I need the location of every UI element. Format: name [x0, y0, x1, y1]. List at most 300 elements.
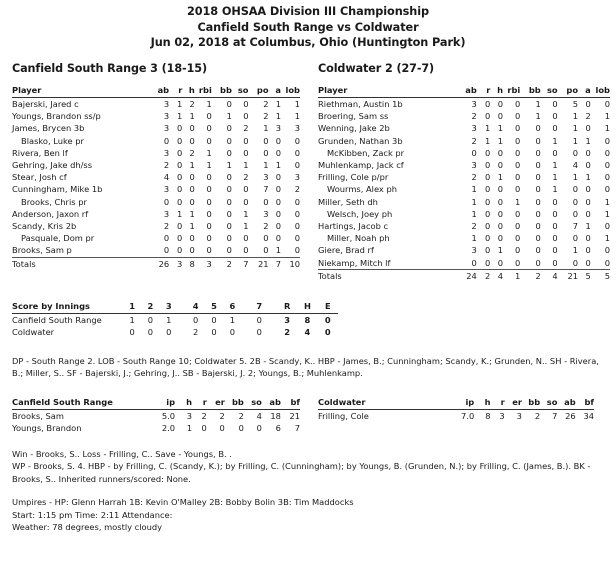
- stat-a: 0: [585, 208, 591, 219]
- stat-so: 1: [243, 221, 249, 232]
- table-row: [318, 244, 610, 256]
- championship-title: 2018 OHSAA Division III Championship: [187, 5, 429, 18]
- stat-h: 0: [497, 184, 504, 195]
- stat-so: 2: [243, 123, 249, 134]
- col-lob: lob: [281, 84, 300, 98]
- stat-r: 0: [485, 233, 491, 244]
- col-r: r: [490, 396, 504, 410]
- stat-ab: 3: [163, 123, 170, 134]
- stat-h: 0: [189, 135, 195, 146]
- stat-lob: 0: [591, 257, 610, 270]
- table-row: [12, 147, 300, 159]
- pstat-ip: 7.0: [461, 411, 475, 422]
- stat-bb: 0: [226, 221, 232, 232]
- stat-bb: 0: [520, 257, 540, 270]
- total-r: 3: [177, 259, 183, 270]
- stat-ab: 3: [471, 123, 477, 134]
- stat-h: 0: [189, 233, 195, 244]
- stat-h: 1: [497, 172, 504, 183]
- stat-bb: 0: [535, 245, 541, 256]
- stat-lob: 1: [604, 233, 610, 244]
- inning-score-6: 0: [229, 327, 235, 338]
- player-name: Miller, Noah ph: [327, 233, 390, 244]
- stat-bb: 0: [226, 147, 232, 158]
- stat-rbi: 0: [206, 233, 212, 244]
- stat-rbi: 0: [206, 111, 212, 122]
- stat-rbi: 0: [515, 160, 521, 170]
- col-bb: bb: [520, 84, 540, 98]
- innings-body: [12, 313, 338, 338]
- total-E: 0: [324, 327, 331, 338]
- stat-rbi: 0: [515, 98, 521, 109]
- innings-gap: [178, 326, 187, 338]
- player-name: Grunden, Nathan 3b: [318, 135, 403, 146]
- total-a: 7: [275, 259, 281, 270]
- pstat-so: 0: [256, 423, 262, 434]
- stat-so: 0: [243, 233, 249, 244]
- total-h: 8: [189, 259, 195, 270]
- stat-r: 0: [485, 160, 491, 170]
- stat-r: 0: [485, 245, 491, 256]
- stat-lob: 0: [294, 160, 300, 170]
- stat-r: 0: [485, 208, 491, 219]
- away-batting-column: [0, 62, 308, 283]
- total-H: 8: [304, 314, 311, 325]
- pitching-section: [0, 396, 616, 435]
- table-header-row: [318, 396, 594, 410]
- stat-rbi: 0: [206, 135, 212, 146]
- table-row: [318, 159, 610, 171]
- game-notes-section: [0, 355, 616, 380]
- stat-bb: 1: [535, 98, 541, 109]
- stat-ab: 4: [163, 172, 170, 183]
- table-row: [12, 232, 300, 244]
- stat-a: 0: [275, 196, 281, 207]
- stat-r: 1: [177, 98, 183, 109]
- player-name: Scandy, Kris 2b: [12, 221, 77, 232]
- player-name: Wourms, Alex ph: [327, 184, 398, 195]
- col-h: h: [490, 84, 503, 98]
- stat-lob: 0: [604, 98, 610, 109]
- stat-bb: 1: [226, 111, 232, 122]
- stat-a: 2: [585, 111, 591, 122]
- game-date-venue: Jun 02, 2018 at Columbus, Ohio (Huntington Park): [150, 36, 466, 50]
- pstat-bf: 21: [289, 411, 300, 422]
- innings-row: [12, 313, 338, 326]
- player-name: Blasko, Luke pr: [21, 135, 84, 146]
- away-pitching-table: [12, 396, 300, 435]
- innings-gap: [242, 326, 251, 338]
- stat-ab: 0: [163, 196, 170, 207]
- stat-lob: 0: [294, 196, 300, 207]
- stat-h: 1: [189, 111, 195, 122]
- win-loss-save-line: Win - Brooks, S.. Loss - Frilling, C.. Save - Youngs, B. .: [12, 448, 232, 459]
- col-ip: ip: [150, 396, 175, 410]
- stat-ab: 1: [471, 233, 477, 244]
- stat-a: 0: [585, 98, 591, 109]
- total-E: 0: [324, 314, 331, 325]
- stat-lob: 2: [294, 184, 300, 195]
- inning-score-3: 0: [166, 327, 172, 338]
- stat-r: 0: [177, 172, 183, 183]
- table-row: [318, 135, 610, 147]
- stat-bb: 0: [226, 123, 232, 134]
- away-team-title: Canfield South Range 3 (18-15): [12, 61, 207, 75]
- stat-ab: 3: [163, 184, 170, 195]
- table-row: [12, 220, 300, 232]
- inning-5: 5: [205, 300, 223, 314]
- col-rbi: rbi: [503, 84, 520, 98]
- total-po: 21: [257, 259, 269, 270]
- player-name: Gehring, Jake dh/ss: [12, 160, 93, 170]
- away-pitching-body: [12, 410, 300, 435]
- stat-a: 3: [275, 123, 281, 134]
- stat-so: 0: [552, 221, 558, 232]
- stat-a: 0: [585, 184, 591, 195]
- stat-bb: 0: [226, 172, 232, 183]
- inning-score-5: 0: [211, 327, 217, 338]
- inning-score-3: 1: [166, 314, 172, 325]
- stat-so: 0: [243, 147, 249, 158]
- stat-rbi: 1: [206, 98, 212, 109]
- stat-ab: 3: [471, 98, 477, 109]
- stat-so: 1: [243, 160, 249, 170]
- inning-score-4: 2: [193, 327, 199, 338]
- stat-r: 0: [485, 221, 491, 232]
- player-name: Broering, Sam ss: [318, 111, 389, 122]
- stat-rbi: 0: [206, 123, 212, 134]
- col-er: er: [505, 396, 522, 410]
- stat-lob: 0: [294, 147, 300, 158]
- total-so: 4: [552, 271, 558, 282]
- stat-r: 1: [485, 123, 491, 134]
- table-row: [318, 196, 610, 208]
- player-name: McKibben, Zack pr: [327, 147, 405, 158]
- away-pitching-column: [0, 396, 308, 435]
- total-ab: 26: [158, 259, 170, 270]
- col-a: a: [269, 84, 281, 98]
- stat-rbi: 0: [206, 196, 212, 207]
- stat-rbi: 0: [515, 172, 521, 183]
- stat-ab: 1: [471, 208, 477, 219]
- stat-a: 1: [275, 160, 281, 170]
- col-r: r: [169, 84, 182, 98]
- total-H: 4: [304, 327, 311, 338]
- stat-rbi: 0: [515, 245, 521, 256]
- col-h: h: [474, 396, 490, 410]
- stat-a: 0: [275, 184, 281, 195]
- stat-so: 1: [552, 184, 558, 195]
- stat-r: 0: [177, 196, 183, 207]
- dp-lob-notes: DP - South Range 2. LOB - South Range 10; Coldwater 5. 2B - Scandy, K.. HBP - James, B.; Cunningham; Scandy, K.; Grunden, N.. SH - Rivera, B.; Miller, S.. SF - Bajerski, J.; Gehring, J.. SB - Bajerski, J. 2; Youngs, B.; Muhlenkamp.: [12, 355, 599, 379]
- stat-a: 0: [275, 135, 281, 146]
- inning-gap-2: [242, 300, 251, 314]
- pstat-bb: 0: [238, 423, 244, 434]
- stat-bb: 0: [212, 244, 232, 257]
- stat-rbi: 0: [206, 208, 212, 219]
- inning-score-2: 0: [147, 327, 154, 338]
- stat-bb: 0: [226, 98, 232, 109]
- col-so: so: [540, 396, 557, 410]
- stat-lob: 1: [604, 208, 610, 219]
- stat-h: 0: [497, 160, 504, 170]
- stat-po: 0: [572, 233, 579, 244]
- stat-h: 0: [497, 196, 504, 207]
- innings-team-name: Canfield South Range: [12, 314, 102, 325]
- home-batting-header: [318, 84, 610, 98]
- col-rbi: rbi: [195, 84, 212, 98]
- table-header-row: [12, 396, 300, 410]
- table-row: [318, 220, 610, 232]
- stat-lob: 0: [604, 221, 610, 232]
- stat-ab: 2: [471, 135, 477, 146]
- stat-r: 0: [177, 123, 183, 134]
- inning-4: 4: [187, 300, 205, 314]
- inning-1: 1: [123, 300, 141, 314]
- stat-rbi: 0: [515, 208, 521, 219]
- stat-bb: 0: [535, 172, 541, 183]
- stat-h: 0: [497, 208, 504, 219]
- stat-po: 2: [263, 98, 269, 109]
- stat-r: 0: [485, 184, 491, 195]
- away-batting-header: [12, 84, 300, 98]
- col-errors: E: [318, 300, 338, 314]
- col-h: h: [175, 396, 192, 410]
- player-name: Bajerski, Jared c: [12, 98, 79, 109]
- stat-ab: 0: [163, 233, 170, 244]
- pstat-er: 3: [516, 411, 522, 422]
- stat-so: 0: [232, 244, 249, 257]
- stat-lob: 1: [294, 98, 300, 109]
- stat-so: 1: [552, 172, 558, 183]
- inning-score-7: 0: [256, 327, 262, 338]
- away-pitching-header: [12, 396, 300, 410]
- stat-so: 0: [243, 111, 249, 122]
- player-name: Niekamp, Mitch lf: [318, 257, 461, 270]
- inning-2: 2: [141, 300, 159, 314]
- home-team-title: Coldwater 2 (27-7): [318, 61, 435, 75]
- innings-gap: [268, 326, 277, 338]
- innings-team-name: Coldwater: [12, 327, 55, 338]
- table-row: [318, 110, 610, 122]
- stat-rbi: 1: [206, 147, 212, 158]
- stat-po: 0: [572, 147, 579, 158]
- pstat-bf: 7: [294, 423, 300, 434]
- stat-lob: 1: [294, 111, 300, 122]
- table-row: [318, 208, 610, 220]
- totals-row: [318, 269, 610, 282]
- totals-label: Totals: [318, 271, 342, 282]
- stat-r: 1: [485, 135, 491, 146]
- stat-bb: 0: [535, 184, 541, 195]
- stat-rbi: 0: [515, 221, 521, 232]
- pstat-ip: 5.0: [161, 411, 176, 422]
- stat-lob: 0: [294, 221, 300, 232]
- stat-so: 0: [552, 111, 558, 122]
- stat-po: 0: [263, 147, 269, 158]
- total-bb: 2: [535, 271, 541, 282]
- stat-h: 0: [189, 196, 195, 207]
- col-bf: bf: [281, 396, 300, 410]
- stat-h: 0: [497, 111, 504, 122]
- stat-h: 0: [189, 184, 195, 195]
- stat-r: 0: [177, 221, 183, 232]
- col-so: so: [244, 396, 262, 410]
- innings-gap: [242, 313, 251, 326]
- col-a: a: [578, 84, 591, 98]
- player-name: Brooks, Sam p: [12, 244, 153, 257]
- col-player: Player: [318, 84, 461, 98]
- inning-score-6: 1: [229, 314, 235, 325]
- stat-ab: 0: [461, 257, 477, 270]
- stat-a: 0: [585, 196, 591, 207]
- table-row: [12, 135, 300, 147]
- pstat-ip: 2.0: [161, 423, 176, 434]
- pstat-bf: 34: [583, 411, 594, 422]
- stat-po: 0: [572, 184, 579, 195]
- player-name: Miller, Seth dh: [318, 196, 378, 207]
- stat-so: 0: [552, 245, 558, 256]
- pstat-h: 8: [485, 411, 491, 422]
- home-batting-column: [308, 62, 616, 283]
- stat-r: 0: [169, 244, 182, 257]
- table-row: [318, 183, 610, 195]
- stat-ab: 1: [471, 184, 477, 195]
- score-by-innings-section: [0, 300, 616, 339]
- stat-bb: 0: [535, 160, 541, 170]
- stat-bb: 0: [226, 135, 232, 146]
- pstat-h: 3: [186, 411, 192, 422]
- stat-bb: 0: [535, 196, 541, 207]
- player-name: Pasquale, Dom pr: [21, 233, 95, 244]
- table-row: [12, 410, 300, 423]
- stat-ab: 2: [471, 172, 477, 183]
- player-name: Stear, Josh cf: [12, 172, 67, 183]
- col-ab: ab: [461, 84, 477, 98]
- total-R: 3: [284, 314, 291, 325]
- innings-table: [12, 300, 338, 339]
- stat-so: 0: [243, 135, 249, 146]
- player-name: Riethman, Austin 1b: [318, 98, 403, 109]
- stat-ab: 0: [471, 147, 477, 158]
- pitcher-name: Frilling, Cole: [318, 411, 369, 422]
- home-pitching-header: [318, 396, 594, 410]
- stat-lob: 3: [294, 123, 300, 134]
- score-by-innings-label: Score by Innings: [12, 300, 123, 314]
- table-row: [318, 147, 610, 159]
- pstat-so: 4: [256, 411, 262, 422]
- stat-a: 0: [578, 257, 591, 270]
- stat-r: 0: [177, 135, 183, 146]
- inning-score-4: 0: [193, 314, 199, 325]
- col-ip: ip: [450, 396, 474, 410]
- stat-h: 1: [497, 245, 504, 256]
- innings-row: [12, 326, 338, 338]
- col-so: so: [232, 84, 249, 98]
- stat-ab: 3: [163, 147, 170, 158]
- player-name: Welsch, Joey ph: [327, 208, 393, 219]
- player-name: James, Brycen 3b: [12, 123, 85, 134]
- pstat-er: 0: [219, 423, 225, 434]
- stat-rbi: 0: [515, 233, 521, 244]
- stat-so: 0: [552, 98, 558, 109]
- total-a: 5: [585, 271, 591, 282]
- stat-so: 0: [552, 233, 558, 244]
- stat-po: 7: [263, 184, 269, 195]
- table-row: [12, 122, 300, 134]
- col-h: h: [182, 84, 194, 98]
- player-name: Giere, Brad rf: [318, 245, 374, 256]
- stat-lob: 1: [604, 111, 610, 122]
- col-bb: bb: [225, 396, 244, 410]
- stat-h: 0: [497, 221, 504, 232]
- stat-bb: 1: [535, 111, 541, 122]
- stat-lob: 0: [604, 245, 610, 256]
- stat-ab: 1: [471, 196, 477, 207]
- col-po: po: [249, 84, 269, 98]
- table-header-row: [12, 84, 300, 98]
- inning-score-2: 0: [147, 314, 154, 325]
- stat-po: 1: [572, 172, 579, 183]
- total-lob: 5: [604, 271, 610, 282]
- total-so: 7: [243, 259, 249, 270]
- stat-rbi: 0: [515, 147, 521, 158]
- totals-label: Totals: [12, 259, 36, 270]
- stat-a: 0: [275, 221, 281, 232]
- totals-row: [12, 257, 300, 270]
- inning-7: 7: [250, 300, 268, 314]
- total-r: 2: [485, 271, 491, 282]
- stat-rbi: 1: [206, 160, 212, 170]
- stat-h: 1: [497, 123, 504, 134]
- stat-r: 0: [177, 184, 183, 195]
- stat-lob: 0: [604, 147, 610, 158]
- stat-r: 0: [177, 233, 183, 244]
- stat-lob: 0: [604, 172, 610, 183]
- inning-score-5: 0: [211, 314, 217, 325]
- stat-po: 1: [263, 123, 269, 134]
- player-name: Muhlenkamp, Jack cf: [318, 160, 404, 170]
- stat-lob: 0: [294, 208, 300, 219]
- stat-lob: 0: [604, 135, 610, 146]
- table-row: [12, 171, 300, 183]
- col-po: po: [558, 84, 578, 98]
- stat-h: 0: [189, 123, 195, 134]
- stat-po: 3: [263, 172, 269, 183]
- table-row: [318, 410, 594, 423]
- stat-a: 1: [275, 98, 281, 109]
- stat-bb: 0: [535, 208, 541, 219]
- stat-po: 4: [572, 160, 579, 170]
- table-header-row: [318, 84, 610, 98]
- col-bf: bf: [576, 396, 594, 410]
- table-row: [318, 122, 610, 134]
- col-lob: lob: [591, 84, 610, 98]
- stat-po: 1: [572, 111, 579, 122]
- stat-a: 0: [275, 147, 281, 158]
- stat-rbi: 0: [515, 111, 521, 122]
- start-time-line: Start: 1:15 pm Time: 2:11 Attendance:: [12, 509, 173, 520]
- stat-rbi: 0: [195, 244, 212, 257]
- away-pitching-team: Canfield South Range: [12, 396, 150, 410]
- stat-po: 1: [263, 160, 269, 170]
- col-r: r: [477, 84, 491, 98]
- stat-a: 1: [275, 111, 281, 122]
- stat-ab: 3: [163, 111, 170, 122]
- stat-bb: 0: [535, 123, 541, 134]
- stat-bb: 0: [226, 196, 232, 207]
- stat-a: 0: [275, 172, 281, 183]
